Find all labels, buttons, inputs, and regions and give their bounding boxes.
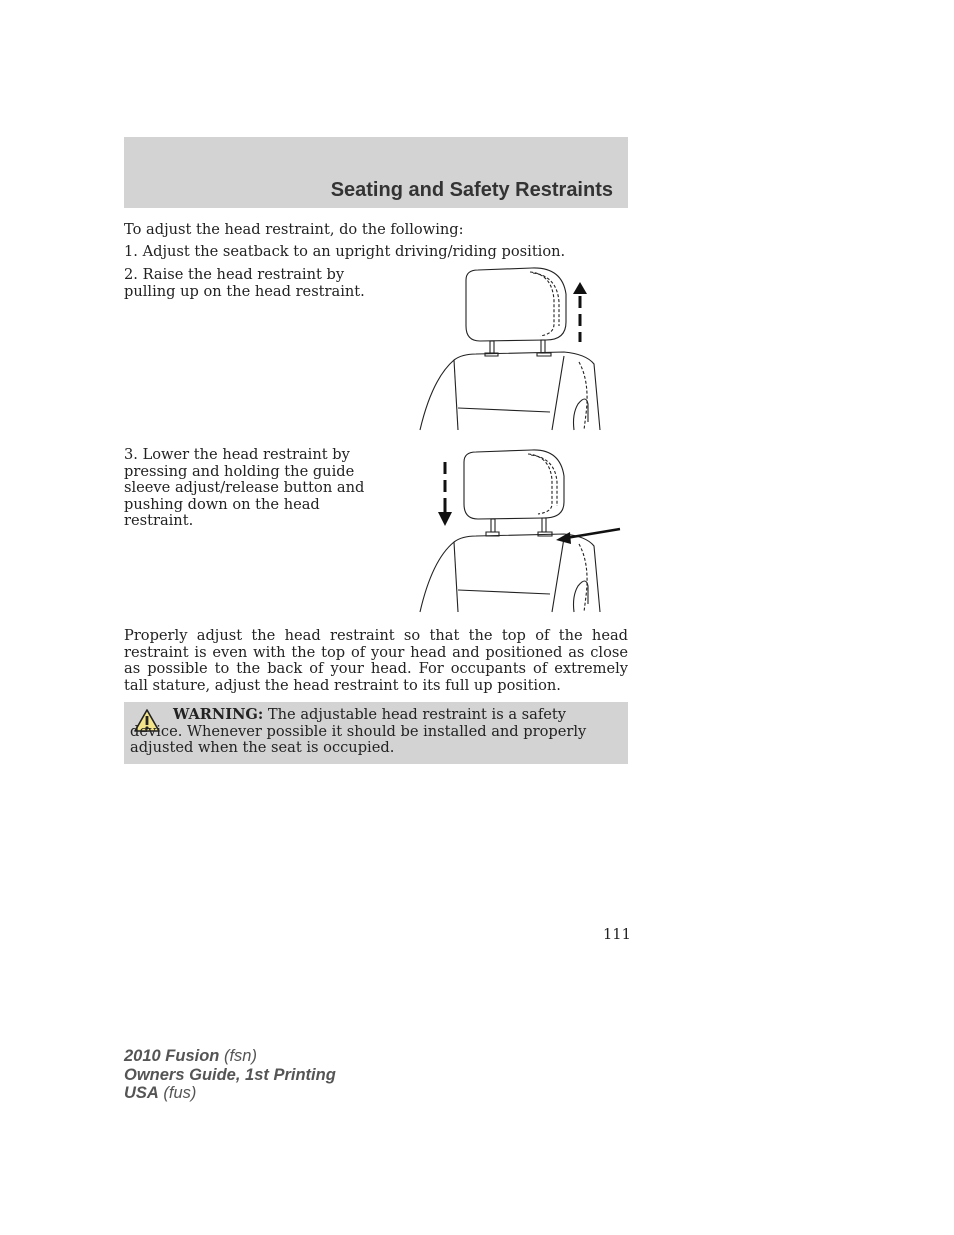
footer-line-2 xyxy=(124,1066,336,1085)
step-3-line-4: pushing down on the head restraint. xyxy=(124,495,320,529)
release-button-pointer-arrow-icon xyxy=(556,529,620,544)
warning-box xyxy=(124,702,628,764)
step-2-text xyxy=(124,267,384,300)
footer-market: USA xyxy=(124,1084,159,1102)
adjustment-paragraph: Properly adjust the head restraint so that the top of the head restraint is even with the top of your head and positioned as close as possible to the back of your head. For occupants of extremely tall stature, adjust the head restraint to its full up position. xyxy=(124,627,628,694)
section-title: Seating and Safety Restraints xyxy=(330,179,613,201)
footer-market-code: (fus) xyxy=(158,1084,197,1102)
step-3-text xyxy=(124,447,384,530)
footer xyxy=(124,1047,336,1103)
section-header-band xyxy=(124,137,628,208)
step-1-text: 1. Adjust the seatback to an upright driving/riding position. xyxy=(124,243,566,260)
arrow-up-dashed-icon xyxy=(573,282,587,342)
footer-line-3 xyxy=(124,1084,336,1103)
footer-model-code: (fsn) xyxy=(219,1047,257,1065)
footer-model: 2010 Fusion xyxy=(124,1047,220,1065)
intro-text: To adjust the head restraint, do the following: xyxy=(124,221,464,238)
step-3-line-3: sleeve adjust/release button and xyxy=(124,479,365,496)
step-2-line-2: pulling up on the head restraint. xyxy=(124,282,365,300)
step-3-line-1: 3. Lower the head restraint by xyxy=(124,446,350,463)
arrow-down-dashed-icon xyxy=(438,462,452,526)
step-2-line-1: 2. Raise the head restraint by xyxy=(124,266,345,283)
raise-head-restraint-illustration xyxy=(414,264,604,434)
warning-label: WARNING: xyxy=(173,706,264,723)
page-number: 111 xyxy=(603,926,631,943)
lower-head-restraint-illustration xyxy=(414,446,626,614)
footer-line-1 xyxy=(124,1047,336,1066)
footer-guide: Owners Guide, 1st Printing xyxy=(124,1065,336,1084)
step-3-line-2: pressing and holding the guide xyxy=(124,462,355,480)
warning-text xyxy=(130,707,610,757)
warning-body: The adjustable head restraint is a safety device. Whenever possible it should be installed and properly adjusted when the seat is occupied. xyxy=(130,706,587,756)
